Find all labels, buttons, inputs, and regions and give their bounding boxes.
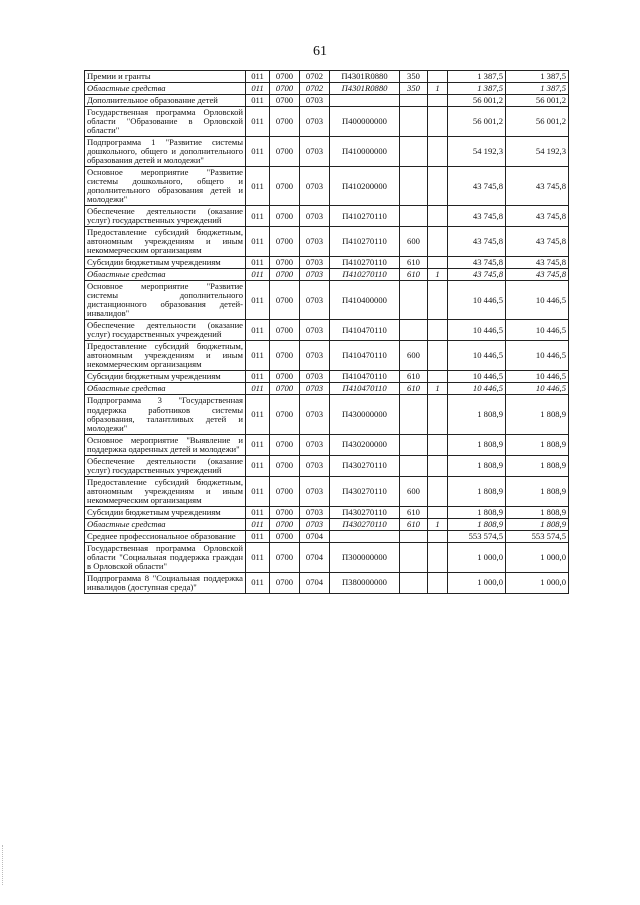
subsection-code-cell: 0703 bbox=[300, 506, 330, 518]
amount-year2-cell: 43 745,8 bbox=[506, 167, 569, 206]
amount-year2-cell: 10 446,5 bbox=[506, 281, 569, 320]
expense-type-cell: 600 bbox=[400, 476, 428, 506]
subsection-code-cell: 0703 bbox=[300, 371, 330, 383]
funding-source-cell bbox=[428, 167, 448, 206]
section-code-cell: 0700 bbox=[270, 383, 300, 395]
table-row bbox=[85, 95, 569, 107]
funding-source-cell bbox=[428, 506, 448, 518]
row-name-cell: Субсидии бюджетным учреждениям bbox=[85, 257, 246, 269]
section-code-cell: 0700 bbox=[270, 281, 300, 320]
funding-source-cell: 1 bbox=[428, 383, 448, 395]
row-name-cell: Предоставление субсидий бюджетным, автономным учреждениям и иным некоммерческим организациям bbox=[85, 476, 246, 506]
section-code-cell: 0700 bbox=[270, 542, 300, 572]
funding-source-cell bbox=[428, 95, 448, 107]
table-row bbox=[85, 71, 569, 83]
funding-source-cell bbox=[428, 530, 448, 542]
target-article-cell: П410270110 bbox=[330, 269, 400, 281]
expense-type-cell: 610 bbox=[400, 371, 428, 383]
table-row bbox=[85, 206, 569, 227]
row-name-cell: Основное мероприятие "Развитие системы дошкольного, общего и дополнительного образования детей и молодежи" bbox=[85, 167, 246, 206]
section-code-cell: 0700 bbox=[270, 434, 300, 455]
row-name-cell: Подпрограмма 3 "Государственная поддержка работников системы образования, талантливых детей и молодежи" bbox=[85, 395, 246, 434]
section-code-cell: 0700 bbox=[270, 320, 300, 341]
scan-margin-mark bbox=[2, 845, 7, 885]
target-article-cell: П400000000 bbox=[330, 107, 400, 137]
target-article-cell: П430270110 bbox=[330, 476, 400, 506]
funding-source-cell bbox=[428, 281, 448, 320]
subsection-code-cell: 0703 bbox=[300, 107, 330, 137]
amount-year2-cell: 1 808,9 bbox=[506, 476, 569, 506]
subsection-code-cell: 0703 bbox=[300, 434, 330, 455]
row-name-cell: Подпрограмма 1 "Развитие системы дошкольного, общего и дополнительного образования детей и молодежи" bbox=[85, 137, 246, 167]
expense-type-cell bbox=[400, 167, 428, 206]
target-article-cell: П410470110 bbox=[330, 320, 400, 341]
subsection-code-cell: 0703 bbox=[300, 455, 330, 476]
section-code-cell: 0700 bbox=[270, 506, 300, 518]
section-code-cell: 0700 bbox=[270, 530, 300, 542]
subsection-code-cell: 0703 bbox=[300, 137, 330, 167]
funding-source-cell bbox=[428, 257, 448, 269]
funding-source-cell bbox=[428, 137, 448, 167]
subsection-code-cell: 0703 bbox=[300, 395, 330, 434]
amount-year1-cell: 1 808,9 bbox=[448, 455, 506, 476]
table-row bbox=[85, 167, 569, 206]
table-row bbox=[85, 137, 569, 167]
expense-type-cell bbox=[400, 455, 428, 476]
table-row bbox=[85, 269, 569, 281]
target-article-cell: П430270110 bbox=[330, 455, 400, 476]
amount-year2-cell: 10 446,5 bbox=[506, 383, 569, 395]
target-article-cell: П410200000 bbox=[330, 167, 400, 206]
ministry-code-cell: 011 bbox=[246, 455, 270, 476]
funding-source-cell bbox=[428, 395, 448, 434]
ministry-code-cell: 011 bbox=[246, 518, 270, 530]
row-name-cell: Областные средства bbox=[85, 83, 246, 95]
subsection-code-cell: 0702 bbox=[300, 71, 330, 83]
amount-year2-cell: 56 001,2 bbox=[506, 95, 569, 107]
expense-type-cell: 600 bbox=[400, 227, 428, 257]
expense-type-cell bbox=[400, 320, 428, 341]
ministry-code-cell: 011 bbox=[246, 71, 270, 83]
table-row bbox=[85, 107, 569, 137]
row-name-cell: Предоставление субсидий бюджетным, автономным учреждениям и иным некоммерческим организациям bbox=[85, 227, 246, 257]
amount-year2-cell: 10 446,5 bbox=[506, 341, 569, 371]
amount-year1-cell: 1 000,0 bbox=[448, 572, 506, 593]
target-article-cell: П410470110 bbox=[330, 383, 400, 395]
section-code-cell: 0700 bbox=[270, 395, 300, 434]
expense-type-cell bbox=[400, 395, 428, 434]
amount-year2-cell: 10 446,5 bbox=[506, 371, 569, 383]
amount-year2-cell: 43 745,8 bbox=[506, 269, 569, 281]
funding-source-cell bbox=[428, 341, 448, 371]
amount-year1-cell: 1 808,9 bbox=[448, 518, 506, 530]
ministry-code-cell: 011 bbox=[246, 371, 270, 383]
ministry-code-cell: 011 bbox=[246, 83, 270, 95]
target-article-cell: П410000000 bbox=[330, 137, 400, 167]
ministry-code-cell: 011 bbox=[246, 281, 270, 320]
amount-year2-cell: 10 446,5 bbox=[506, 320, 569, 341]
section-code-cell: 0700 bbox=[270, 455, 300, 476]
budget-table-body bbox=[85, 71, 569, 594]
ministry-code-cell: 011 bbox=[246, 542, 270, 572]
table-row bbox=[85, 341, 569, 371]
table-row bbox=[85, 434, 569, 455]
funding-source-cell bbox=[428, 542, 448, 572]
ministry-code-cell: 011 bbox=[246, 572, 270, 593]
ministry-code-cell: 011 bbox=[246, 269, 270, 281]
amount-year2-cell: 43 745,8 bbox=[506, 206, 569, 227]
subsection-code-cell: 0704 bbox=[300, 572, 330, 593]
section-code-cell: 0700 bbox=[270, 341, 300, 371]
amount-year1-cell: 54 192,3 bbox=[448, 137, 506, 167]
section-code-cell: 0700 bbox=[270, 71, 300, 83]
subsection-code-cell: 0703 bbox=[300, 206, 330, 227]
ministry-code-cell: 011 bbox=[246, 227, 270, 257]
funding-source-cell bbox=[428, 107, 448, 137]
table-row bbox=[85, 383, 569, 395]
funding-source-cell bbox=[428, 455, 448, 476]
subsection-code-cell: 0703 bbox=[300, 320, 330, 341]
ministry-code-cell: 011 bbox=[246, 167, 270, 206]
section-code-cell: 0700 bbox=[270, 476, 300, 506]
budget-table bbox=[84, 70, 569, 594]
amount-year1-cell: 553 574,5 bbox=[448, 530, 506, 542]
funding-source-cell bbox=[428, 206, 448, 227]
amount-year1-cell: 10 446,5 bbox=[448, 383, 506, 395]
expense-type-cell bbox=[400, 95, 428, 107]
funding-source-cell bbox=[428, 227, 448, 257]
expense-type-cell bbox=[400, 434, 428, 455]
section-code-cell: 0700 bbox=[270, 518, 300, 530]
amount-year1-cell: 1 808,9 bbox=[448, 434, 506, 455]
amount-year1-cell: 10 446,5 bbox=[448, 281, 506, 320]
section-code-cell: 0700 bbox=[270, 206, 300, 227]
table-row bbox=[85, 257, 569, 269]
target-article-cell: П430000000 bbox=[330, 395, 400, 434]
expense-type-cell: 350 bbox=[400, 71, 428, 83]
amount-year1-cell: 10 446,5 bbox=[448, 320, 506, 341]
target-article-cell: П430200000 bbox=[330, 434, 400, 455]
expense-type-cell bbox=[400, 206, 428, 227]
row-name-cell: Областные средства bbox=[85, 383, 246, 395]
expense-type-cell: 610 bbox=[400, 518, 428, 530]
ministry-code-cell: 011 bbox=[246, 341, 270, 371]
row-name-cell: Государственная программа Орловской области "Социальная поддержка граждан в Орловской области" bbox=[85, 542, 246, 572]
target-article-cell: П410400000 bbox=[330, 281, 400, 320]
expense-type-cell bbox=[400, 281, 428, 320]
row-name-cell: Дополнительное образование детей bbox=[85, 95, 246, 107]
amount-year1-cell: 1 808,9 bbox=[448, 506, 506, 518]
amount-year1-cell: 1 387,5 bbox=[448, 71, 506, 83]
subsection-code-cell: 0703 bbox=[300, 227, 330, 257]
section-code-cell: 0700 bbox=[270, 95, 300, 107]
ministry-code-cell: 011 bbox=[246, 206, 270, 227]
row-name-cell: Среднее профессиональное образование bbox=[85, 530, 246, 542]
target-article-cell: П4301R0880 bbox=[330, 71, 400, 83]
amount-year2-cell: 56 001,2 bbox=[506, 107, 569, 137]
amount-year2-cell: 1 808,9 bbox=[506, 455, 569, 476]
section-code-cell: 0700 bbox=[270, 167, 300, 206]
table-row bbox=[85, 83, 569, 95]
section-code-cell: 0700 bbox=[270, 83, 300, 95]
table-row bbox=[85, 476, 569, 506]
target-article-cell: П410470110 bbox=[330, 341, 400, 371]
subsection-code-cell: 0703 bbox=[300, 95, 330, 107]
ministry-code-cell: 011 bbox=[246, 530, 270, 542]
subsection-code-cell: 0702 bbox=[300, 83, 330, 95]
table-row bbox=[85, 227, 569, 257]
funding-source-cell: 1 bbox=[428, 83, 448, 95]
row-name-cell: Основное мероприятие "Выявление и поддержка одаренных детей и молодежи" bbox=[85, 434, 246, 455]
amount-year1-cell: 1 808,9 bbox=[448, 395, 506, 434]
table-row bbox=[85, 281, 569, 320]
ministry-code-cell: 011 bbox=[246, 395, 270, 434]
expense-type-cell: 610 bbox=[400, 257, 428, 269]
amount-year2-cell: 1 387,5 bbox=[506, 71, 569, 83]
table-row bbox=[85, 455, 569, 476]
amount-year2-cell: 553 574,5 bbox=[506, 530, 569, 542]
funding-source-cell bbox=[428, 434, 448, 455]
funding-source-cell bbox=[428, 71, 448, 83]
amount-year2-cell: 1 808,9 bbox=[506, 434, 569, 455]
funding-source-cell: 1 bbox=[428, 518, 448, 530]
expense-type-cell: 350 bbox=[400, 83, 428, 95]
amount-year1-cell: 43 745,8 bbox=[448, 269, 506, 281]
ministry-code-cell: 011 bbox=[246, 476, 270, 506]
funding-source-cell: 1 bbox=[428, 269, 448, 281]
amount-year1-cell: 43 745,8 bbox=[448, 206, 506, 227]
amount-year1-cell: 43 745,8 bbox=[448, 257, 506, 269]
row-name-cell: Государственная программа Орловской области "Образование в Орловской области" bbox=[85, 107, 246, 137]
amount-year2-cell: 1 808,9 bbox=[506, 518, 569, 530]
row-name-cell: Подпрограмма 8 "Социальная поддержка инвалидов (доступная среда)" bbox=[85, 572, 246, 593]
target-article-cell bbox=[330, 530, 400, 542]
target-article-cell: П410470110 bbox=[330, 371, 400, 383]
subsection-code-cell: 0703 bbox=[300, 518, 330, 530]
ministry-code-cell: 011 bbox=[246, 107, 270, 137]
subsection-code-cell: 0703 bbox=[300, 269, 330, 281]
section-code-cell: 0700 bbox=[270, 371, 300, 383]
subsection-code-cell: 0703 bbox=[300, 257, 330, 269]
amount-year1-cell: 1 387,5 bbox=[448, 83, 506, 95]
subsection-code-cell: 0703 bbox=[300, 281, 330, 320]
table-row bbox=[85, 371, 569, 383]
subsection-code-cell: 0704 bbox=[300, 530, 330, 542]
expense-type-cell bbox=[400, 107, 428, 137]
subsection-code-cell: 0704 bbox=[300, 542, 330, 572]
funding-source-cell bbox=[428, 476, 448, 506]
amount-year2-cell: 1 000,0 bbox=[506, 572, 569, 593]
section-code-cell: 0700 bbox=[270, 227, 300, 257]
target-article-cell: П4301R0880 bbox=[330, 83, 400, 95]
target-article-cell: П410270110 bbox=[330, 206, 400, 227]
ministry-code-cell: 011 bbox=[246, 434, 270, 455]
subsection-code-cell: 0703 bbox=[300, 476, 330, 506]
ministry-code-cell: 011 bbox=[246, 257, 270, 269]
amount-year1-cell: 43 745,8 bbox=[448, 227, 506, 257]
ministry-code-cell: 011 bbox=[246, 320, 270, 341]
funding-source-cell bbox=[428, 371, 448, 383]
table-row bbox=[85, 395, 569, 434]
table-row bbox=[85, 530, 569, 542]
ministry-code-cell: 011 bbox=[246, 383, 270, 395]
amount-year2-cell: 54 192,3 bbox=[506, 137, 569, 167]
ministry-code-cell: 011 bbox=[246, 95, 270, 107]
expense-type-cell: 610 bbox=[400, 506, 428, 518]
funding-source-cell bbox=[428, 320, 448, 341]
subsection-code-cell: 0703 bbox=[300, 167, 330, 206]
table-row bbox=[85, 542, 569, 572]
row-name-cell: Субсидии бюджетным учреждениям bbox=[85, 371, 246, 383]
ministry-code-cell: 011 bbox=[246, 506, 270, 518]
amount-year1-cell: 1 000,0 bbox=[448, 542, 506, 572]
amount-year2-cell: 1 808,9 bbox=[506, 395, 569, 434]
amount-year1-cell: 10 446,5 bbox=[448, 341, 506, 371]
expense-type-cell bbox=[400, 530, 428, 542]
subsection-code-cell: 0703 bbox=[300, 383, 330, 395]
expense-type-cell: 610 bbox=[400, 269, 428, 281]
section-code-cell: 0700 bbox=[270, 137, 300, 167]
row-name-cell: Предоставление субсидий бюджетным, автономным учреждениям и иным некоммерческим организациям bbox=[85, 341, 246, 371]
amount-year1-cell: 10 446,5 bbox=[448, 371, 506, 383]
row-name-cell: Обеспечение деятельности (оказание услуг) государственных учреждений bbox=[85, 206, 246, 227]
expense-type-cell bbox=[400, 572, 428, 593]
amount-year2-cell: 1 387,5 bbox=[506, 83, 569, 95]
table-row bbox=[85, 506, 569, 518]
section-code-cell: 0700 bbox=[270, 107, 300, 137]
funding-source-cell bbox=[428, 572, 448, 593]
amount-year1-cell: 1 808,9 bbox=[448, 476, 506, 506]
target-article-cell: П430270110 bbox=[330, 506, 400, 518]
amount-year2-cell: 43 745,8 bbox=[506, 227, 569, 257]
row-name-cell: Субсидии бюджетным учреждениям bbox=[85, 506, 246, 518]
section-code-cell: 0700 bbox=[270, 257, 300, 269]
target-article-cell: П430270110 bbox=[330, 518, 400, 530]
row-name-cell: Обеспечение деятельности (оказание услуг) государственных учреждений bbox=[85, 320, 246, 341]
target-article-cell: П300000000 bbox=[330, 542, 400, 572]
row-name-cell: Основное мероприятие "Развитие системы дополнительного дистанционного образования детей-инвалидов" bbox=[85, 281, 246, 320]
table-row bbox=[85, 572, 569, 593]
amount-year2-cell: 1 000,0 bbox=[506, 542, 569, 572]
table-row bbox=[85, 320, 569, 341]
expense-type-cell: 610 bbox=[400, 383, 428, 395]
expense-type-cell: 600 bbox=[400, 341, 428, 371]
target-article-cell: П380000000 bbox=[330, 572, 400, 593]
expense-type-cell bbox=[400, 542, 428, 572]
expense-type-cell bbox=[400, 137, 428, 167]
page-number: 61 bbox=[313, 44, 327, 59]
amount-year2-cell: 43 745,8 bbox=[506, 257, 569, 269]
amount-year1-cell: 43 745,8 bbox=[448, 167, 506, 206]
table-row bbox=[85, 518, 569, 530]
row-name-cell: Обеспечение деятельности (оказание услуг) государственных учреждений bbox=[85, 455, 246, 476]
target-article-cell: П410270110 bbox=[330, 227, 400, 257]
amount-year1-cell: 56 001,2 bbox=[448, 95, 506, 107]
row-name-cell: Областные средства bbox=[85, 269, 246, 281]
row-name-cell: Областные средства bbox=[85, 518, 246, 530]
amount-year2-cell: 1 808,9 bbox=[506, 506, 569, 518]
row-name-cell: Премии и гранты bbox=[85, 71, 246, 83]
amount-year1-cell: 56 001,2 bbox=[448, 107, 506, 137]
section-code-cell: 0700 bbox=[270, 572, 300, 593]
ministry-code-cell: 011 bbox=[246, 137, 270, 167]
target-article-cell: П410270110 bbox=[330, 257, 400, 269]
subsection-code-cell: 0703 bbox=[300, 341, 330, 371]
section-code-cell: 0700 bbox=[270, 269, 300, 281]
target-article-cell bbox=[330, 95, 400, 107]
